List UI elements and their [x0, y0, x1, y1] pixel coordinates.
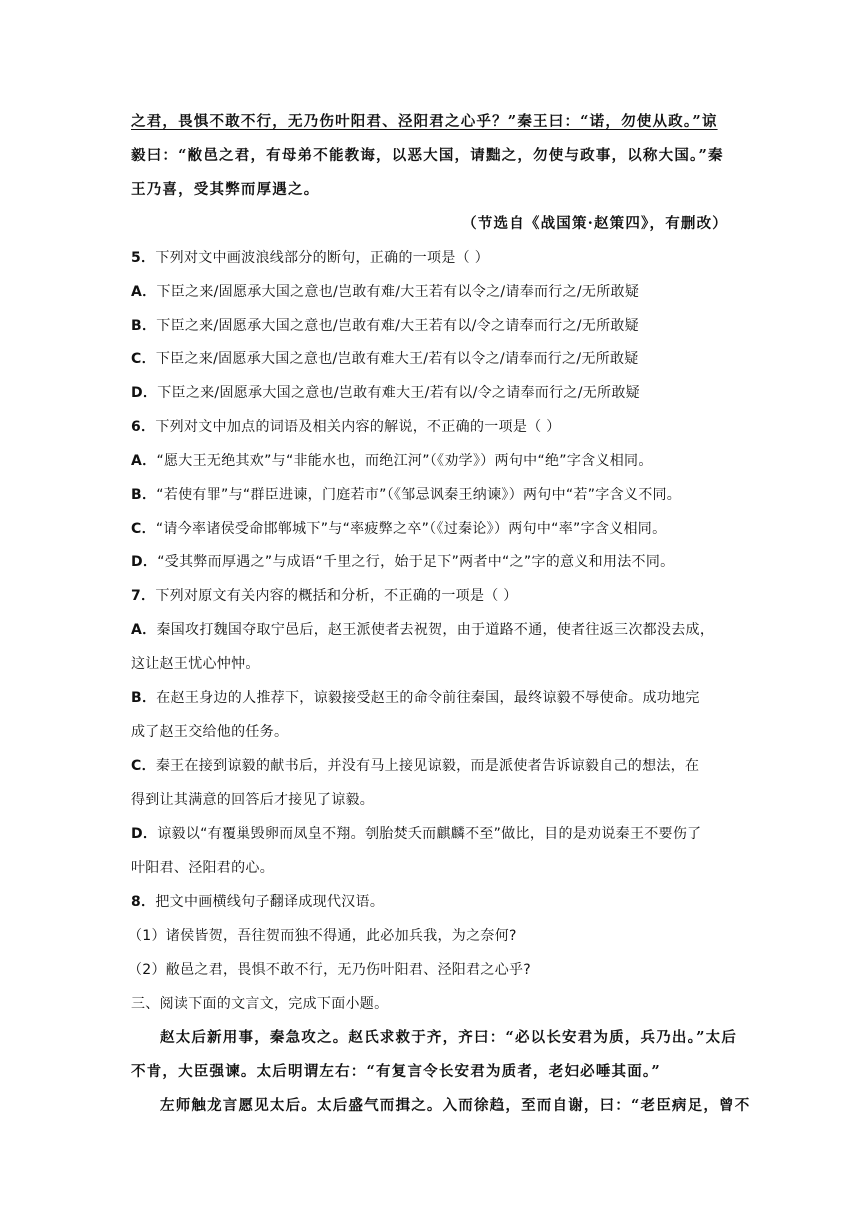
question-7-option-a-cont: 这让赵王忧心忡忡。 [131, 656, 260, 672]
question-6-option-b: B．“若使有罪”与“群臣进谏，门庭若市”（《邹忌讽秦王纳谏》）两句中“若”字含义不同。 [131, 487, 682, 503]
passage-line: 左师触龙言愿见太后。太后盛气而揖之。入而徐趋，至而自谢，曰：“老臣病足，曾不 [160, 1097, 751, 1114]
question-6-stem: 6．下列对文中加点的词语及相关内容的解说，不正确的一项是（ ） [131, 419, 561, 435]
question-6-option-a: A．“愿大王无绝其欢”与“非能水也，而绝江河”（《劝学》）两句中“绝”字含义相同。 [131, 453, 653, 469]
passage-line: 之君，畏惧不敢不行，无乃伤叶阳君、泾阳君之心乎？”秦王曰：“诺，勿使从政。”谅 [131, 113, 718, 130]
question-7-option-d-cont: 叶阳君、泾阳君的心。 [131, 860, 274, 876]
question-5-option-a: A．下臣之来/固愿承大国之意也/岂敢有难/大王若有以令之/请奉而行之/无所敢疑 [131, 284, 640, 300]
question-8-item-1: （1）诸侯皆贺，吾往贺而独不得通，此必加兵我，为之奈何? [128, 928, 517, 944]
passage-line: 王乃喜，受其弊而厚遇之。 [131, 181, 320, 198]
passage-line: 赵太后新用事，秦急攻之。赵氏求救于齐，齐曰：“必以长安君为质，兵乃出。”太后 [160, 1029, 738, 1046]
passage-line: 不肯，大臣强谏。太后明谓左右：“有复言令长安君为质者，老妇必唾其面。” [131, 1063, 661, 1080]
question-8-stem: 8．把文中画横线句子翻译成现代汉语。 [131, 894, 385, 910]
question-5-option-b: B．下臣之来/固愿承大国之意也/岂敢有难/大王若有以/令之请奉而行之/无所敢疑 [131, 318, 639, 334]
question-7-option-b-cont: 成了赵王交给他的任务。 [131, 724, 289, 740]
question-5-option-c: C．下臣之来/固愿承大国之意也/岂敢有难大王/若有以令之/请奉而行之/无所敢疑 [131, 351, 639, 367]
question-6-option-c: C．“请今率诸侯受命邯郸城下”与“率疲弊之卒”（《过秦论》）两句中“率”字含义相同。 [131, 521, 667, 537]
question-7-option-c: C．秦王在接到谅毅的献书后，并没有马上接见谅毅，而是派使者告诉谅毅自己的想法，在 [131, 758, 700, 774]
question-5-stem: 5．下列对文中画波浪线部分的断句，正确的一项是（ ） [131, 250, 489, 266]
question-7-stem: 7．下列对原文有关内容的概括和分析，不正确的一项是（ ） [131, 588, 518, 604]
question-8-item-2: （2）敝邑之君，畏惧不敢不行，无乃伤叶阳君、泾阳君之心乎? [128, 962, 532, 978]
source-citation: （节选自《战国策·赵策四》，有删改） [462, 215, 728, 232]
question-7-option-a: A．秦国攻打魏国夺取宁邑后，赵王派使者去祝贺，由于道路不通，使者往返三次都没去成， [131, 622, 715, 638]
passage-line: 毅曰：“敝邑之君，有母弟不能教诲，以恶大国，请黜之，勿使与政事，以称大国。”秦 [131, 147, 724, 164]
question-7-option-c-cont: 得到让其满意的回答后才接见了谅毅。 [131, 792, 375, 808]
question-7-option-b: B．在赵王身边的人推荐下，谅毅接受赵王的命令前往秦国，最终谅毅不辱使命。成功地完 [131, 690, 700, 706]
question-7-option-d: D．谅毅以“有覆巢毁卵而凤皇不翔。刳胎焚夭而麒麟不至”做比，目的是劝说秦王不要伤了 [131, 826, 702, 842]
question-5-option-d: D．下臣之来/固愿承大国之意也/岂敢有难大王/若有以/令之请奉而行之/无所敢疑 [131, 385, 640, 401]
section-heading: 三、阅读下面的文言文，完成下面小题。 [131, 996, 389, 1012]
question-6-option-d: D．“受其弊而厚遇之”与成语“千里之行，始于足下”两者中“之”字的意义和用法不同。 [131, 554, 675, 570]
